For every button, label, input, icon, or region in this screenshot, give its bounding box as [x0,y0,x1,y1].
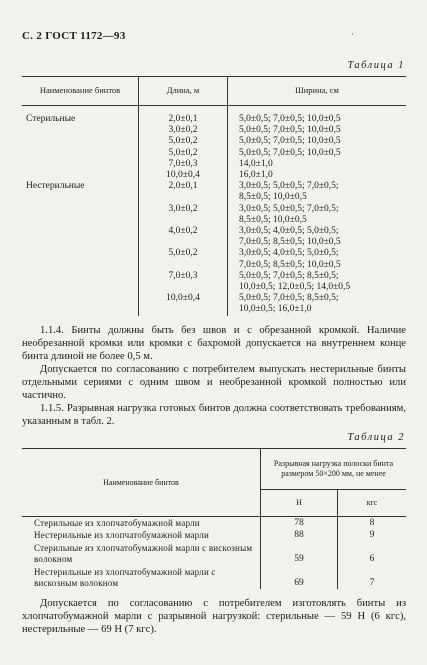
table2-header-load: Разрывная нагрузка полоски бинта размером 50×200 мм, не менее [261,449,407,490]
table1-cell-name [22,192,139,203]
table1-cell-name [22,125,139,136]
table1-header-name: Наименование бинтов [22,77,139,106]
table1-cell-width: 10,0±0,5; 12,0±0,5; 14,0±0,5 [228,282,407,293]
paragraph-permission: Допускается по согласованию с потребителем выпускать нестерильные бинты отдельными сериями с одним швом и необрезанной кромкой полностью или частично. [22,364,406,401]
table1-cell-length: 2,0±0,1 [139,181,228,192]
table2-row [22,565,406,589]
table1-row [22,170,406,181]
table1-cell-width: 7,0±0,5; 8,5±0,5; 10,0±0,5 [228,260,407,271]
table2-cell-n: 78 [261,517,338,530]
table1-row [22,125,406,136]
page-mark: · [351,30,354,39]
table1-cell-name [22,159,139,170]
table1-cell-length: 10,0±0,4 [139,293,228,304]
table1-cell-length: 7,0±0,3 [139,159,228,170]
table2-row [22,529,406,541]
table1-cell-length: 4,0±0,2 [139,226,228,237]
table1 [22,76,406,316]
table1-cell-width: 14,0±1,0 [228,159,407,170]
paragraph-1-1-4: 1.1.4. Бинты должны быть без швов и с обрезанной кромкой. Наличие необрезанной кромки или кромки с бахромой допускается на внутреннем конце бинта длиной не более 0,5 м. [22,325,406,362]
table1-row [22,148,406,159]
table1-cell-name [22,237,139,248]
table1-row [22,181,406,192]
table1-row [22,248,406,259]
table1-cell-width: 5,0±0,5; 7,0±0,5; 8,5±0,5; [228,293,407,304]
table1-row [22,215,406,226]
table1-cell-width: 5,0±0,5; 7,0±0,5; 10,0±0,5 [228,125,407,136]
table2-cell-n: 88 [261,529,338,541]
table1-cell-name [22,293,139,304]
table1-cell-width: 5,0±0,5; 7,0±0,5; 10,0±0,5 [228,148,407,159]
table1-cell-width: 5,0±0,5; 7,0±0,5; 10,0±0,5 [228,136,407,147]
table1-cell-length: 2,0±0,1 [139,106,228,126]
table2-cell-name: Стерильные из хлопчатобумажной марли [34,518,200,528]
table2-cell-n: 59 [261,541,338,565]
table1-caption: Таблица 1 [347,60,405,71]
table2-body [22,517,406,590]
table1-cell-name [22,204,139,215]
table1-row [22,226,406,237]
table1-row [22,106,406,126]
table2-header-kgs: кгс [338,490,407,517]
paragraph-1-1-5: 1.1.5. Разрывная нагрузка готовых бинтов должна соответствовать требованиям, указанным в табл. 2. [22,403,406,427]
table1-cell-name [22,136,139,147]
table1-body [22,106,406,316]
table2-cell-name: Нестерильные из хлопчатобумажной марли с вискозным волокном [34,567,216,588]
table1-cell-length: 10,0±0,4 [139,170,228,181]
table2-cell-n: 69 [261,565,338,589]
table1-cell-length [139,304,228,315]
page-header: С. 2 ГОСТ 1172—93 [22,30,126,42]
table2-cell-kgs: 8 [338,517,407,530]
table1-cell-length [139,237,228,248]
table1-cell-length: 5,0±0,2 [139,248,228,259]
table1-cell-name [22,170,139,181]
table2-header-newton: Н [261,490,338,517]
table2-cell-kgs: 6 [338,541,407,565]
table2-cell-name: Стерильные из хлопчатобумажной марли с вискозным волокном [34,543,253,564]
table2-row [22,541,406,565]
table1-cell-name: Стерильные [26,114,76,124]
table1-cell-width: 3,0±0,5; 5,0±0,5; 7,0±0,5; [228,204,407,215]
table1-cell-width: 10,0±0,5; 16,0±1,0 [228,304,407,315]
table1-row [22,136,406,147]
table1-row [22,159,406,170]
table1-cell-name [22,271,139,282]
table1-cell-name [22,260,139,271]
table1-cell-length: 3,0±0,2 [139,125,228,136]
table2-cell-kgs: 7 [338,565,407,589]
table2-row [22,517,406,530]
table2-cell-name: Нестерильные из хлопчатобумажной марли [34,530,209,540]
table1-cell-length [139,282,228,293]
table1-cell-length [139,260,228,271]
table1-cell-width: 3,0±0,5; 5,0±0,5; 7,0±0,5; [228,181,407,192]
table1-row [22,204,406,215]
table1-cell-width: 8,5±0,5; 10,0±0,5 [228,215,407,226]
table2-header-name: Наименование бинтов [22,449,261,517]
table1-cell-name [22,282,139,293]
table1-cell-name [22,148,139,159]
table1-row [22,271,406,282]
table1-cell-length: 3,0±0,2 [139,204,228,215]
table1-cell-width: 8,5±0,5; 10,0±0,5 [228,192,407,203]
table1-row [22,260,406,271]
closing-paragraph: Допускается по согласованию с потребителем изготовлять бинты из хлопчатобумажной марли с разрывной нагрузкой: стерильные — 59 Н (6 кгс), нестерильные — 69 Н (7 кгс). [22,598,406,635]
table1-cell-name: Нестерильные [26,181,85,192]
table1-cell-length: 5,0±0,2 [139,136,228,147]
table1-row [22,192,406,203]
table1-cell-length: 7,0±0,3 [139,271,228,282]
table2 [22,448,406,589]
table2-cell-kgs: 9 [338,529,407,541]
table1-row [22,282,406,293]
table1-cell-name [22,215,139,226]
table1-cell-length [139,192,228,203]
table2-caption: Таблица 2 [347,432,405,443]
table1-cell-name [22,226,139,237]
table1-cell-width: 3,0±0,5; 4,0±0,5; 5,0±0,5; [228,226,407,237]
table1-row [22,293,406,304]
table1-header-length: Длина, м [139,77,228,106]
table1-cell-width: 5,0±0,5; 7,0±0,5; 8,5±0,5; [228,271,407,282]
table1-cell-length: 5,0±0,2 [139,148,228,159]
table1-header-width: Ширина, см [228,77,407,106]
table1-cell-name [22,304,139,315]
table1-cell-width: 7,0±0,5; 8,5±0,5; 10,0±0,5 [228,237,407,248]
table1-row [22,237,406,248]
table1-cell-width: 16,0±1,0 [228,170,407,181]
table1-cell-width: 5,0±0,5; 7,0±0,5; 10,0±0,5 [228,106,407,126]
table1-cell-name [22,248,139,259]
table1-cell-width: 3,0±0,5; 4,0±0,5; 5,0±0,5; [228,248,407,259]
table1-row [22,304,406,315]
table1-cell-length [139,215,228,226]
